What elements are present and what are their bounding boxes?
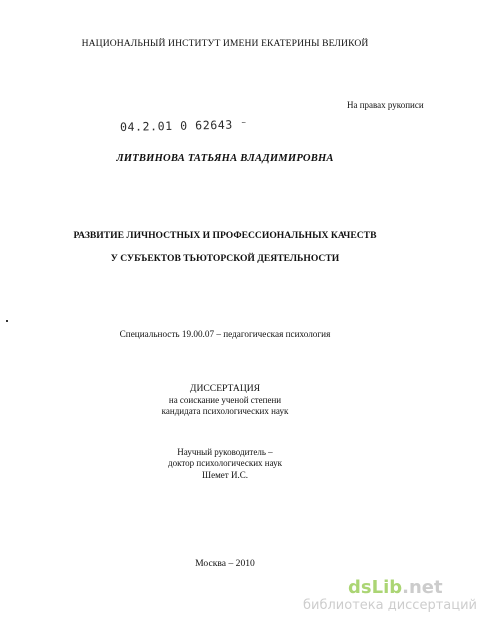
author-name: ЛИТВИНОВА ТАТЬЯНА ВЛАДИМИРОВНА bbox=[116, 153, 334, 164]
specialty: Специальность 19.00.07 – педагогическая психология bbox=[119, 329, 331, 339]
degree-line-2: кандидата психологических наук bbox=[161, 406, 289, 416]
supervisor-name: Шемет И.С. bbox=[202, 470, 248, 480]
watermark-logo-main: dsLib bbox=[348, 577, 403, 598]
registration-stamp-number: 04.2.01 0 62643 ⁻ bbox=[119, 117, 249, 134]
thesis-title-line-1: РАЗВИТИЕ ЛИЧНОСТНЫХ И ПРОФЕССИОНАЛЬНЫХ КАЧЕСТВ bbox=[73, 230, 377, 241]
watermark-logo-suffix: .net bbox=[402, 577, 443, 598]
city-year: Москва – 2010 bbox=[195, 558, 255, 569]
degree-line-1: на соискание ученой степени bbox=[168, 395, 282, 405]
watermark-logo bbox=[348, 577, 443, 598]
rights-note: На правах рукописи bbox=[347, 100, 424, 110]
scan-speck bbox=[6, 320, 8, 322]
institute-name: НАЦИОНАЛЬНЫЙ ИНСТИТУТ ИМЕНИ ЕКАТЕРИНЫ ВЕЛИКОЙ bbox=[81, 38, 369, 49]
supervisor-degree: доктор психологических наук bbox=[168, 458, 282, 468]
thesis-title-line-2: У СУБЪЕКТОВ ТЬЮТОРСКОЙ ДЕЯТЕЛЬНОСТИ bbox=[110, 253, 340, 264]
supervisor-label: Научный руководитель – bbox=[177, 447, 273, 457]
watermark-tagline: библиотека диссертаций bbox=[303, 598, 477, 613]
dissertation-label: ДИССЕРТАЦИЯ bbox=[189, 383, 261, 394]
